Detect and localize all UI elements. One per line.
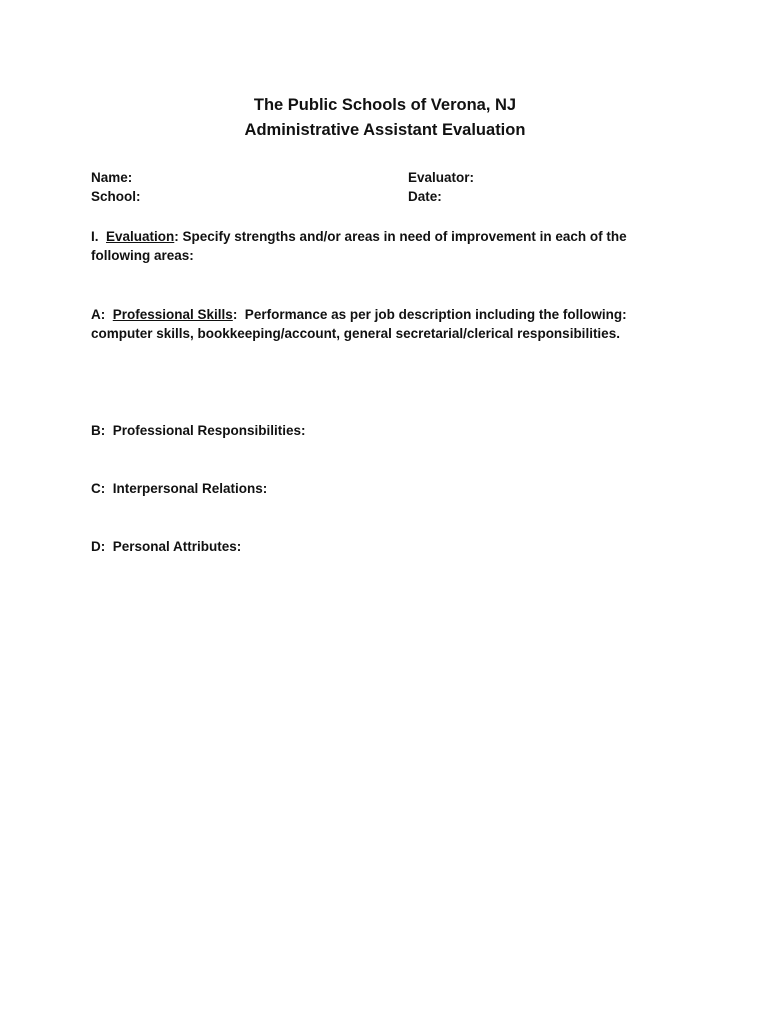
section-a-prefix: A: bbox=[91, 307, 113, 322]
evaluation-line-1 bbox=[91, 227, 691, 246]
evaluation-term: Evaluation bbox=[106, 229, 175, 244]
evaluation-instructions bbox=[91, 227, 691, 265]
section-a-professional-skills bbox=[91, 305, 691, 343]
name-label: Name: bbox=[91, 170, 133, 185]
section-b-professional-responsibilities: B: Professional Responsibilities: bbox=[91, 423, 306, 438]
evaluation-line-2: following areas: bbox=[91, 248, 194, 263]
section-a-line-2: computer skills, bookkeeping/account, general secretarial/clerical responsibilities. bbox=[91, 326, 620, 341]
section-c-interpersonal-relations: C: Interpersonal Relations: bbox=[91, 481, 268, 496]
evaluation-prefix: I. bbox=[91, 229, 107, 244]
section-d-personal-attributes: D: Personal Attributes: bbox=[91, 539, 242, 554]
evaluator-label: Evaluator: bbox=[408, 170, 475, 185]
section-a-line-1 bbox=[91, 305, 691, 324]
document-subtitle: Administrative Assistant Evaluation bbox=[244, 121, 526, 139]
school-label: School: bbox=[91, 189, 141, 204]
section-a-term: Professional Skills bbox=[112, 307, 233, 322]
date-label: Date: bbox=[408, 189, 442, 204]
document-title: The Public Schools of Verona, NJ bbox=[253, 96, 517, 114]
section-a-line1-rest: : Performance as per job description including the following: bbox=[232, 307, 627, 322]
evaluation-line1-rest: : Specify strengths and/or areas in need of improvement in each of the bbox=[174, 229, 627, 244]
